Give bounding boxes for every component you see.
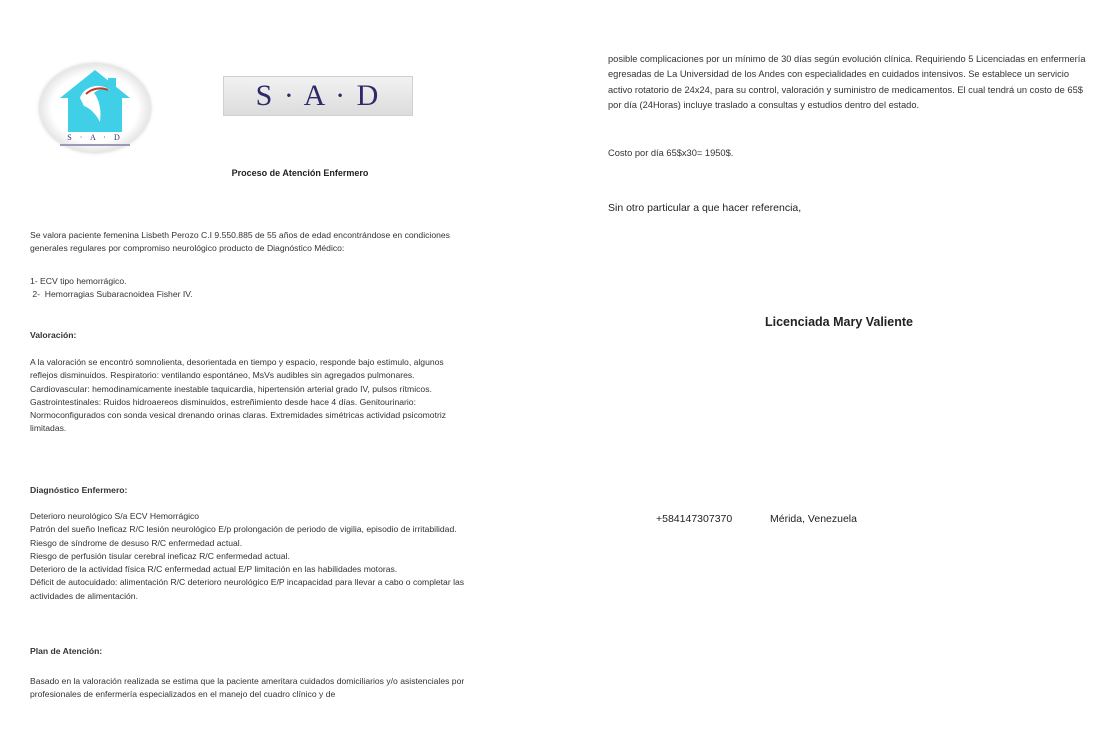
city-location: Mérida, Venezuela [770,513,857,525]
diagnosis-item: 2- Hemorragias Subaracnoidea Fisher IV. [30,289,193,300]
diagnostico-item: Deterioro de la actividad física R/C enfermedad actual E/P limitación en las habilidades motoras. [30,564,398,575]
logo-underline [60,144,130,146]
diagnostico-item: Deterioro neurológico S/a ECV Hemorrágico [30,511,200,521]
plan-body: Basado en la valoración realizada se estima que la paciente ameritara cuidados domiciliarios y/o asistenciales por profesionales de enfermería especializados en el manejo del cuadro clínico y de [30,676,465,700]
diagnostico-heading: Diagnóstico Enfermero: [30,485,128,495]
diagnosis-item: 1- ECV tipo hemorrágico. [30,276,127,286]
intro-paragraph: Se valora paciente femenina Lisbeth Perozo C.I 9.550.885 de 55 años de edad encontrándose en condiciones generales regulares por compromiso neurológico producto de Diagnóstico Médico: [30,230,450,254]
diagnosis-list [30,275,470,302]
valoracion-heading: Valoración: [30,330,77,340]
closing-line: Sin otro particular a que hacer referencia, [608,202,802,214]
continuation-paragraph: posible complicaciones por un mínimo de 30 días según evolución clínica. Requiriendo 5 Licenciadas en enfermería egresadas de La Universidad de los Andes con especialidades en cuidados intensivos. Se establece un servicio activo rotatorio de 24x24, para su control, valoración y suministro de medicamentos. El cual tendrá un costo de 65$ por día (24Horas) incluye traslado a consultas y estudios dentro del estado. [608,54,1086,111]
logo-text: S · A · D [67,133,123,142]
diagnostico-list [30,510,470,603]
document-title: Proceso de Atención Enfermero [231,168,369,178]
signature-name: Licenciada Mary Valiente [765,315,913,329]
phone-number: +584147307370 [656,513,733,525]
sad-banner: S · A · D [223,76,413,116]
diagnostico-item: Riesgo de síndrome de desuso R/C enfermedad actual. [30,537,243,548]
plan-heading: Plan de Atención: [30,646,103,656]
valoracion-body: A la valoración se encontró somnolienta, desorientada en tiempo y espacio, responde bajo estimulo, algunos reflejos disminuidos. Respiratorio: ventilando espontáneo, MsVs audibles sin agregados pulmonares. Cardiovascular: hemodinamicamente inestable taquicardia, hipertensión arterial grado IV, pulsos rítmicos. Gastrointestinales: Ruidos hidroaereos disminuidos, estreñimiento desde hace 4 días. Genitourinario: Normoconfigurados con sonda vesical drenando orinas claras. Extremidades simétricas actividad psicomotriz limitadas. [30,357,447,434]
right-page [560,0,1118,746]
diagnostico-item: Déficit de autocuidado: alimentación R/C deterioro neurológico E/P incapacidad para llevar a cabo o completar las actividades de alimentación. [30,577,465,601]
diagnostico-item: Riesgo de perfusión tisular cerebral ineficaz R/C enfermedad actual. [30,550,290,561]
house-hand-icon [58,68,132,134]
cost-line: Costo por día 65$x30= 1950$. [608,148,734,158]
diagnostico-item: Patrón del sueño Ineficaz R/C lesión neurológico E/p prolongación de periodo de vigilia, episodio de irritabilidad. [30,524,457,535]
sad-logo [40,64,150,152]
